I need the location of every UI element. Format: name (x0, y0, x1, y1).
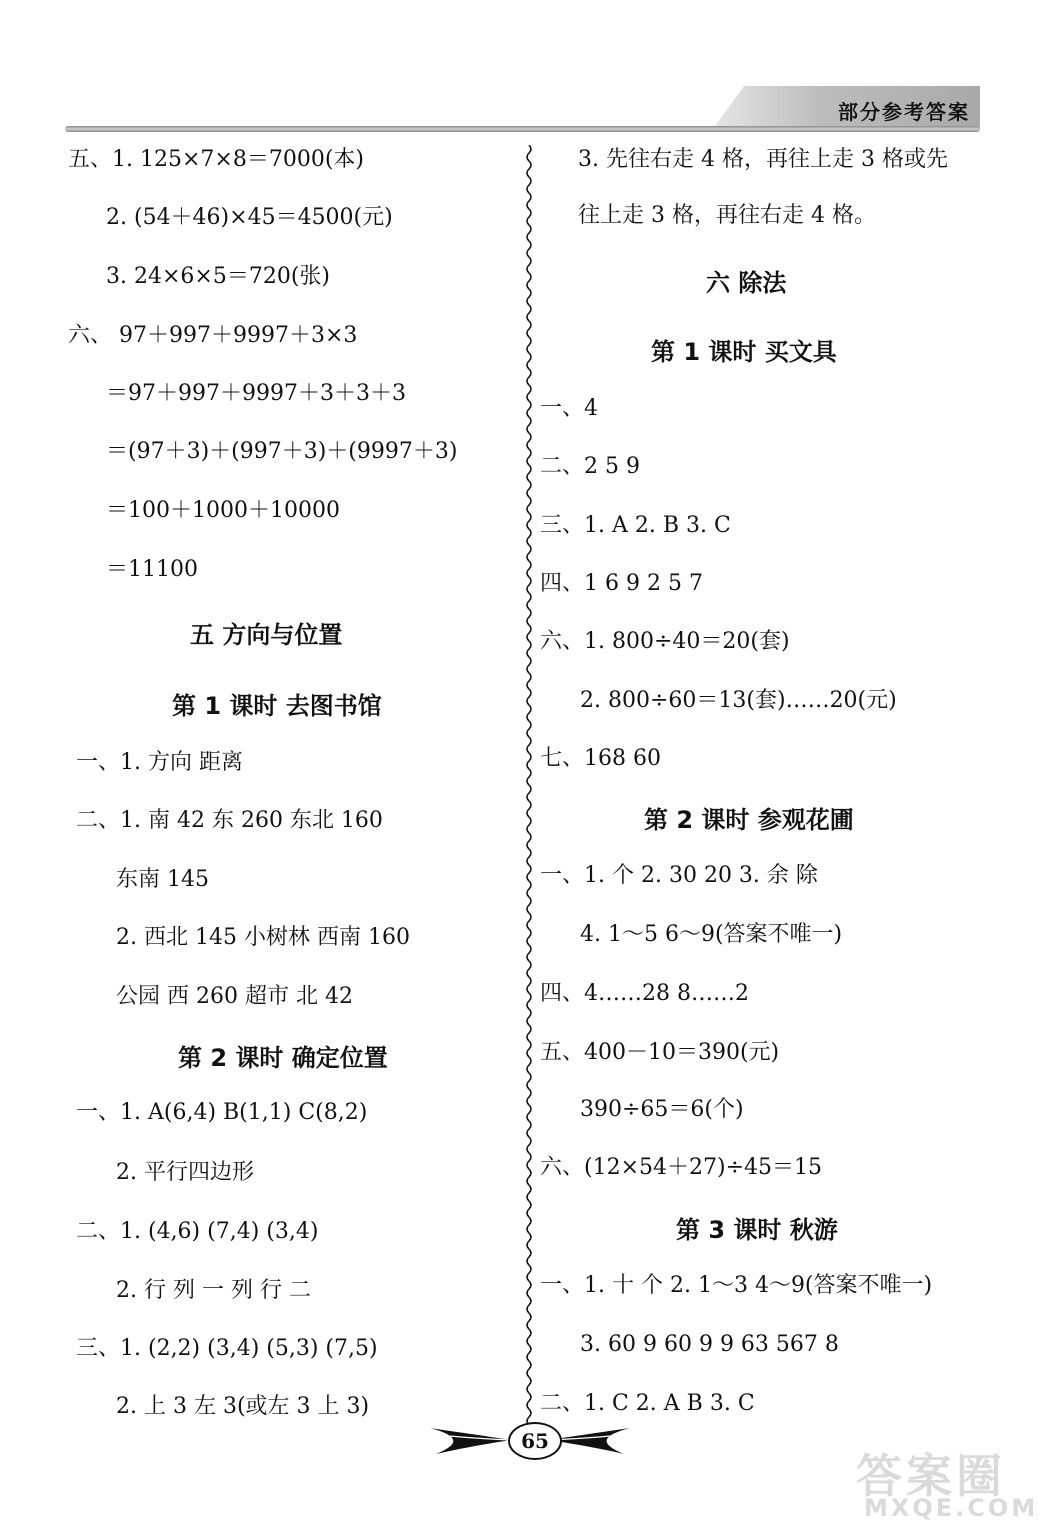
lesson-heading-position: 第 2 课时 确定位置 (178, 1044, 388, 1072)
right-line-14: 4. 1～5 6～9(答案不唯一) (580, 922, 843, 947)
left-line-14: 2. 西北 145 小树林 西南 160 (116, 925, 410, 950)
left-line-1: 五、1. 125×7×8＝7000(本) (68, 147, 364, 172)
left-line-15: 公园 西 260 超市 北 42 (116, 984, 353, 1009)
right-line-15: 四、4……28 8……2 (540, 981, 749, 1006)
watermark-url: MXQE.COM (864, 1494, 1039, 1522)
right-line-7: 三、1. A 2. B 3. C (540, 513, 731, 538)
left-line-21: 三、1. (2,2) (3,4) (5,3) (7,5) (76, 1336, 378, 1361)
left-line-12: 二、1. 南 42 东 260 东北 160 (76, 808, 383, 833)
lesson-heading-library: 第 1 课时 去图书馆 (172, 692, 382, 720)
left-line-6: ＝(97＋3)＋(997＋3)＋(9997＋3) (106, 439, 458, 464)
watermark-text: 答案圈 (856, 1449, 1006, 1503)
right-line-21: 3. 60 9 60 9 9 63 567 8 (580, 1332, 839, 1357)
lesson-heading-outing: 第 3 课时 秋游 (676, 1216, 838, 1244)
right-line-17: 390÷65＝6(个) (580, 1097, 744, 1122)
left-line-2: 2. (54＋46)×45＝4500(元) (106, 205, 393, 230)
header-title: 部分参考答案 (838, 100, 970, 124)
right-line-22: 二、1. C 2. A B 3. C (540, 1391, 755, 1416)
left-line-20: 2. 行 列 一 列 行 二 (116, 1278, 311, 1303)
right-line-11: 七、168 60 (540, 746, 661, 771)
left-line-8: ＝11100 (106, 557, 198, 582)
lesson-heading-stationery: 第 1 课时 买文具 (651, 338, 837, 366)
left-line-11: 一、1. 方向 距离 (76, 750, 243, 775)
left-line-3: 3. 24×6×5＝720(张) (106, 264, 330, 289)
left-line-19: 二、1. (4,6) (7,4) (3,4) (76, 1219, 319, 1244)
lesson-heading-garden: 第 2 课时 参观花圃 (644, 806, 854, 834)
right-line-16: 五、400－10＝390(元) (540, 1040, 780, 1065)
left-line-5: ＝97＋997＋9997＋3＋3＋3 (106, 381, 406, 406)
watermark (844, 1440, 1039, 1530)
right-line-5: 一、4 (540, 396, 598, 421)
right-line-2: 往上走 3 格，再往右走 4 格。 (578, 203, 876, 228)
right-line-18: 六、(12×54＋27)÷45＝15 (540, 1155, 823, 1180)
left-line-18: 2. 平行四边形 (116, 1160, 254, 1185)
left-line-17: 一、1. A(6,4) B(1,1) C(8,2) (76, 1100, 368, 1125)
left-line-7: ＝100＋1000＋10000 (106, 498, 340, 523)
left-line-13: 东南 145 (116, 867, 209, 892)
left-line-22: 2. 上 3 左 3(或左 3 上 3) (116, 1394, 370, 1419)
right-line-9: 六、1. 800÷40＝20(套) (540, 629, 790, 654)
right-line-20: 一、1. 十 个 2. 1～3 4～9(答案不唯一) (540, 1273, 933, 1298)
right-line-6: 二、2 5 9 (540, 454, 640, 479)
header-rule (65, 126, 980, 132)
column-divider (522, 145, 536, 1435)
section-heading-five: 五 方向与位置 (190, 621, 343, 649)
section-heading-six: 六 除法 (706, 269, 787, 297)
right-line-10: 2. 800÷60＝13(套)……20(元) (580, 688, 897, 713)
right-line-1: 3. 先往右走 4 格，再往上走 3 格或先 (578, 147, 948, 172)
right-line-13: 一、1. 个 2. 30 20 3. 余 除 (540, 863, 818, 888)
right-line-8: 四、1 6 9 2 5 7 (540, 571, 703, 596)
page-number: 65 (508, 1422, 562, 1460)
left-line-4: 六、 97＋997＋9997＋3×3 (68, 323, 358, 348)
